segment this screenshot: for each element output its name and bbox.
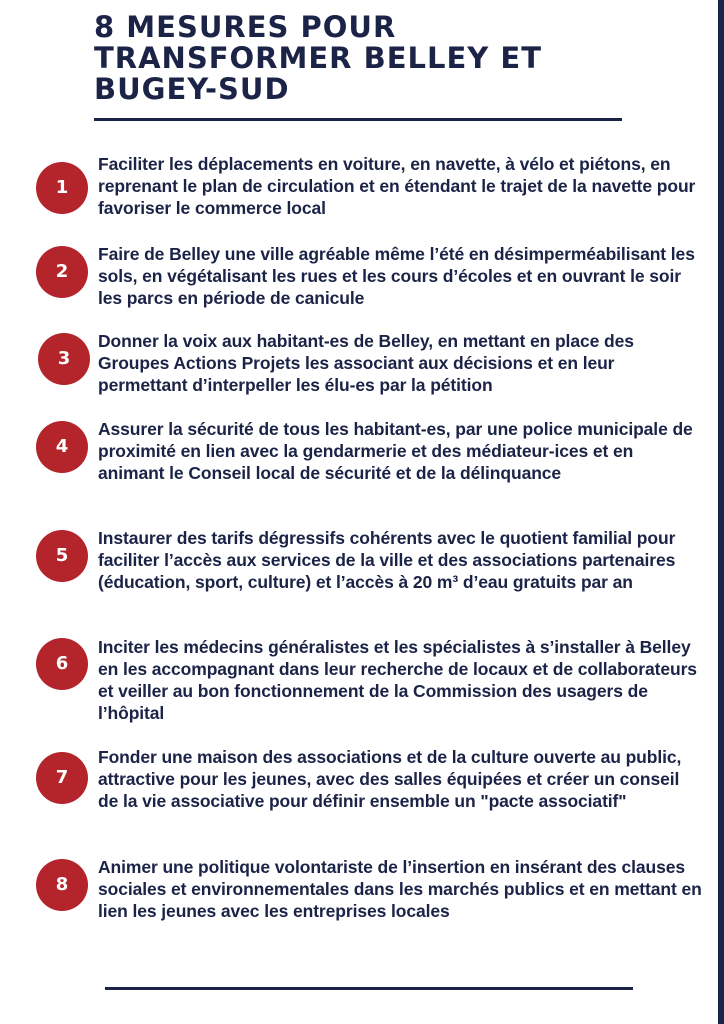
- measure-number-badge: 5: [36, 530, 88, 582]
- measure-text: Instaurer des tarifs dégressifs cohérents avec le quotient familial pour faciliter l’accès aux services de la ville et des associations partenaires (éducation, sport, culture) et l’accès à 20 m³ d’eau gratuits par an: [98, 528, 676, 592]
- measure-number-badge: 7: [36, 752, 88, 804]
- measure-text: Faciliter les déplacements en voiture, en navette, à vélo et piétons, en reprenant le plan de circulation et en étendant le trajet de la navette pour favoriser le commerce local: [98, 154, 696, 218]
- measure-text: Assurer la sécurité de tous les habitant-es, par une police municipale de proximité en lien avec la gendarmerie et des médiateur-ices et en animant le Conseil local de sécurité et de la délinquance: [98, 419, 693, 483]
- right-border-bar: [718, 0, 724, 1024]
- measure-number-badge: 6: [36, 638, 88, 690]
- measure-number-badge: 2: [36, 246, 88, 298]
- measure-text: Donner la voix aux habitant-es de Belley, en mettant en place des Groupes Actions Projets les associant aux décisions et en leur permettant d’interpeller les élu-es par la pétition: [98, 331, 634, 395]
- measure-text: Fonder une maison des associations et de la culture ouverte au public, attractive pour les jeunes, avec des salles équipées et créer un conseil de la vie associative pour définir ensemble un "pacte associatif": [98, 747, 682, 811]
- measure-text: Faire de Belley une ville agréable même l’été en désimperméabilisant les sols, en végétalisant les rues et les cours d’écoles et en ouvrant le soir les parcs en période de canicule: [98, 244, 695, 308]
- measure-number-badge: 8: [36, 859, 88, 911]
- measure-number-badge: 1: [36, 162, 88, 214]
- page-title: 8 MESURES POUR TRANSFORMER BELLEY ET BUGEY-SUD: [94, 10, 542, 106]
- title-underline: [94, 118, 622, 121]
- measure-text: Inciter les médecins généralistes et les spécialistes à s’installer à Belley en les accompagnant dans leur recherche de locaux et de collaborateurs et veiller au bon fonctionnement de la Commission des usagers de l’hôpital: [98, 637, 697, 723]
- measure-number-badge: 3: [38, 333, 90, 385]
- bottom-divider: [105, 987, 633, 990]
- measure-number-badge: 4: [36, 421, 88, 473]
- measure-text: Animer une politique volontariste de l’insertion en insérant des clauses sociales et environnementales dans les marchés publics et en mettant en lien les jeunes avec les entreprises locales: [98, 857, 702, 921]
